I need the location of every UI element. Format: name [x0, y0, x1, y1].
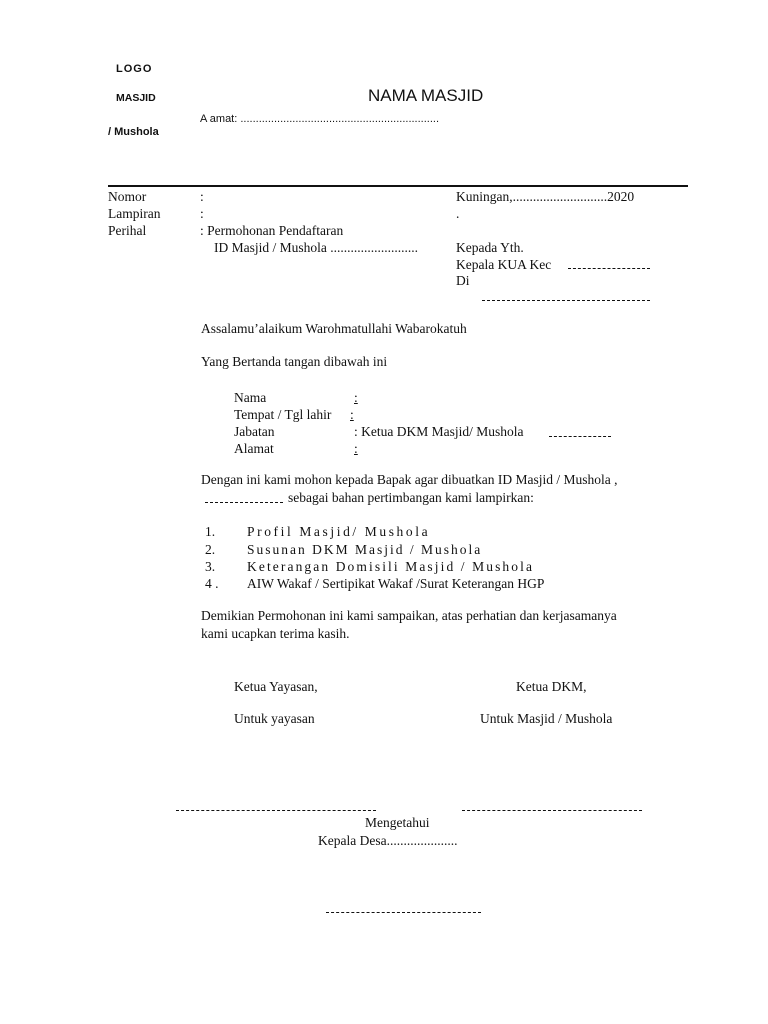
closing-paragraph-cont: kami ucapkan terima kasih. [201, 626, 350, 641]
recipient-line1: Kepada Yth. [456, 240, 524, 255]
jabatan-blank [549, 436, 611, 437]
field-value-ttl: : [350, 407, 354, 422]
field-label-jabatan: Jabatan [234, 424, 275, 439]
attachment-item: AIW Wakaf / Sertipikat Wakaf /Surat Keterangan HGP [247, 576, 545, 591]
letterhead-divider [108, 185, 688, 187]
request-paragraph-cont: sebagai bahan pertimbangan kami lampirkan: [288, 490, 534, 505]
greeting: Assalamu’alaikum Warohmatullahi Wabarokatuh [201, 321, 467, 336]
attachment-item: Keterangan Domisili Masjid / Mushola [247, 559, 535, 574]
field-value-alamat: : [354, 441, 358, 456]
signature-line-right [462, 810, 642, 811]
signature-line-village [326, 912, 481, 913]
attachment-number: 3. [205, 559, 216, 574]
attachment-number: 1. [205, 524, 216, 539]
request-blank [205, 502, 283, 503]
field-label-ttl: Tempat / Tgl lahir [234, 407, 332, 422]
attachment-number: 2. [205, 542, 216, 557]
mosque-name-title: NAMA MASJID [368, 86, 484, 105]
recipient-line2: Kepala KUA Kec [456, 257, 552, 272]
field-value-nama: : [354, 390, 358, 405]
request-paragraph: Dengan ini kami mohon kepada Bapak agar dibuatkan ID Masjid / Mushola , [201, 472, 618, 487]
attachment-number: 4 . [205, 576, 219, 591]
logo-text: LOGO [116, 63, 153, 75]
acknowledge-label: Mengetahui [365, 815, 430, 830]
logo-subtext-mushola: / Mushola [108, 126, 159, 138]
signature-left-subtitle: Untuk yayasan [234, 711, 315, 726]
attachment-item: Profil Masjid/ Mushola [247, 524, 431, 539]
closing-paragraph: Demikian Permohonan ini kami sampaikan, atas perhatian dan kerjasamanya [201, 608, 617, 623]
recipient-line3: Di [456, 273, 470, 288]
perihal-value-cont: ID Masjid / Mushola .......................... [214, 240, 418, 255]
attachment-item: Susunan DKM Masjid / Mushola [247, 542, 483, 557]
place-date: Kuningan,............................2020 [456, 189, 635, 204]
perihal-label: Perihal [108, 223, 147, 238]
nomor-value: : [200, 189, 204, 204]
signature-right-title: Ketua DKM, [516, 679, 587, 694]
lampiran-value: : [200, 206, 204, 221]
signature-line-left [176, 810, 376, 811]
date-dot: . [456, 206, 460, 221]
nomor-label: Nomor [108, 189, 147, 204]
signature-right-subtitle: Untuk Masjid / Mushola [480, 711, 613, 726]
village-head-label: Kepala Desa..................... [318, 833, 458, 848]
field-label-nama: Nama [234, 390, 267, 405]
field-label-alamat: Alamat [234, 441, 274, 456]
mosque-address: A amat: ................................................................. [200, 113, 440, 125]
field-value-jabatan: : Ketua DKM Masjid/ Mushola [354, 424, 524, 439]
logo-subtext: MASJID [116, 92, 156, 104]
recipient-kec-blank [568, 268, 650, 269]
intro-text: Yang Bertanda tangan dibawah ini [201, 354, 388, 369]
perihal-value: : Permohonan Pendaftaran [200, 223, 344, 238]
signature-left-title: Ketua Yayasan, [234, 679, 318, 694]
recipient-location-blank [482, 300, 650, 301]
lampiran-label: Lampiran [108, 206, 161, 221]
